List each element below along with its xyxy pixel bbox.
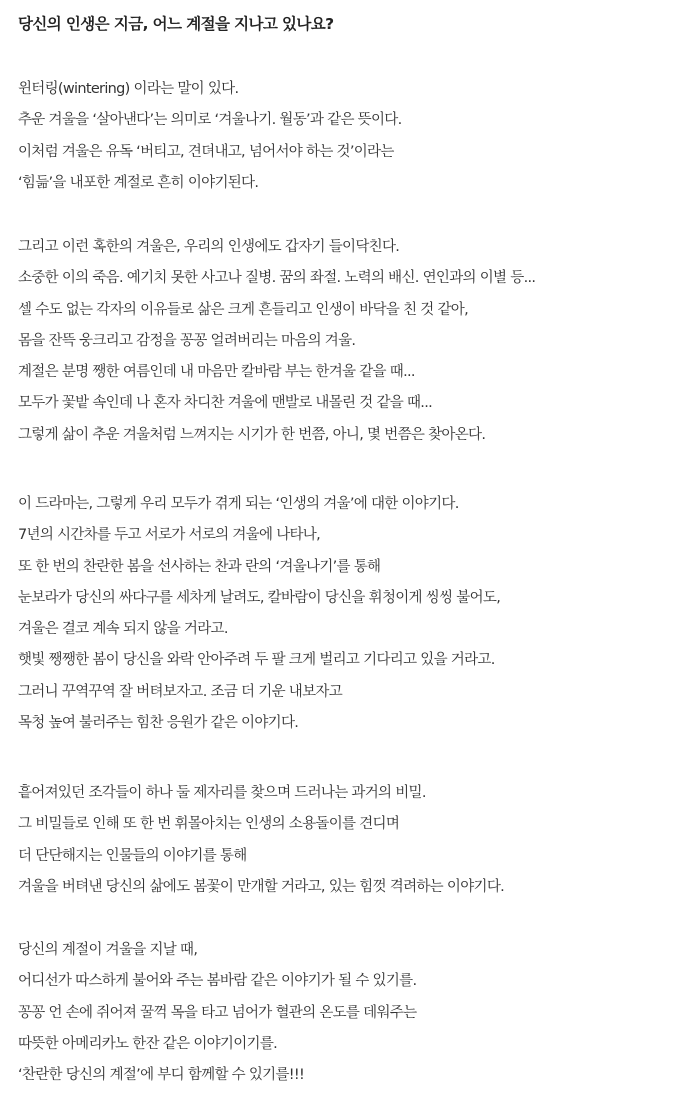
text-line: 겨울은 결코 계속 되지 않을 거라고. [18,621,228,638]
document-title: 당신의 인생은 지금, 어느 계절을 지나고 있나요? [18,15,334,33]
text-line: 어디선가 따스하게 불어와 주는 봄바람 같은 이야기가 될 수 있기를. [18,973,417,990]
text-line: 따뜻한 아메리카노 한잔 같은 이야기이기를. [18,1035,278,1052]
text-line: 셀 수도 없는 각자의 이유들로 삶은 크게 흔들리고 인생이 바닥을 친 것 같아, [18,301,469,318]
paragraph-3 [18,489,500,739]
text-line: 7년의 시간차를 두고 서로가 서로의 겨울에 나타나, [18,527,321,544]
text-line: 겨울을 버텨낸 당신의 삶에도 봄꽃이 만개할 거라고, 있는 힘껏 격려하는 이야기다. [18,878,505,895]
text-line: 흩어져있던 조각들이 하나 둘 제자리를 찾으며 드러나는 과거의 비밀. [18,785,426,801]
paragraph-5 [18,935,416,1091]
text-line: 목청 높여 불러주는 힘찬 응원가 같은 이야기다. [18,715,299,732]
text-line: 모두가 꽃밭 속인데 나 혼자 차디찬 겨울에 맨발로 내몰린 것 같을 때... [18,395,433,412]
text-line: 이 드라마는, 그렇게 우리 모두가 겪게 되는 ‘인생의 겨울’에 대한 이야기다. [18,496,459,512]
paragraph-2 [18,232,535,451]
paragraph-1 [18,74,402,199]
text-line: 더 단단해지는 인물들의 이야기를 통해 [18,847,247,864]
text-line: 햇빛 쨍쨍한 봄이 당신을 와락 안아주려 두 팔 크게 벌리고 기다리고 있을 거라고. [18,652,495,669]
text-line: ‘힘듦’을 내포한 계절로 흔히 이야기된다. [18,174,259,191]
text-line: 눈보라가 당신의 싸다구를 세차게 날려도, 칼바람이 당신을 휘청이게 씽씽 불어도, [18,589,501,606]
text-line: 계절은 분명 쨍한 여름인데 내 마음만 칼바람 부는 한겨울 같을 때... [18,364,415,381]
text-line: 그러니 꾸역꾸역 잘 버텨보자고. 조금 더 기운 내보자고 [18,683,343,700]
text-line: 이처럼 겨울은 유독 ‘버티고, 견뎌내고, 넘어서야 하는 것’이라는 [18,143,394,160]
text-line: 몸을 잔뜩 웅크리고 감정을 꽁꽁 얼려버리는 마음의 겨울. [18,332,356,349]
text-line: ‘찬란한 당신의 계절’에 부디 함께할 수 있기를!!! [18,1067,305,1084]
text-line: 소중한 이의 죽음. 예기치 못한 사고나 질병. 꿈의 좌절. 노력의 배신. 연인과의 이별 등... [18,270,536,287]
text-line: 또 한 번의 찬란한 봄을 선사하는 찬과 란의 ‘겨울나기’를 통해 [18,558,381,575]
text-line: 그리고 이런 혹한의 겨울은, 우리의 인생에도 갑자기 들이닥친다. [18,239,400,255]
text-line: 윈터링(wintering) 이라는 말이 있다. [18,81,239,97]
text-line: 당신의 계절이 겨울을 지날 때, [18,942,198,958]
text-line: 꽁꽁 언 손에 쥐어져 꿀꺽 목을 타고 넘어가 혈관의 온도를 데워주는 [18,1004,417,1021]
text-line: 추운 겨울을 ‘살아낸다’는 의미로 ‘겨울나기. 월동’과 같은 뜻이다. [18,112,402,129]
paragraph-4 [18,778,504,903]
text-line: 그렇게 삶이 추운 겨울처럼 느껴지는 시기가 한 번쯤, 아니, 몇 번쯤은 찾아온다. [18,426,486,443]
text-line: 그 비밀들로 인해 또 한 번 휘몰아치는 인생의 소용돌이를 견디며 [18,816,400,833]
